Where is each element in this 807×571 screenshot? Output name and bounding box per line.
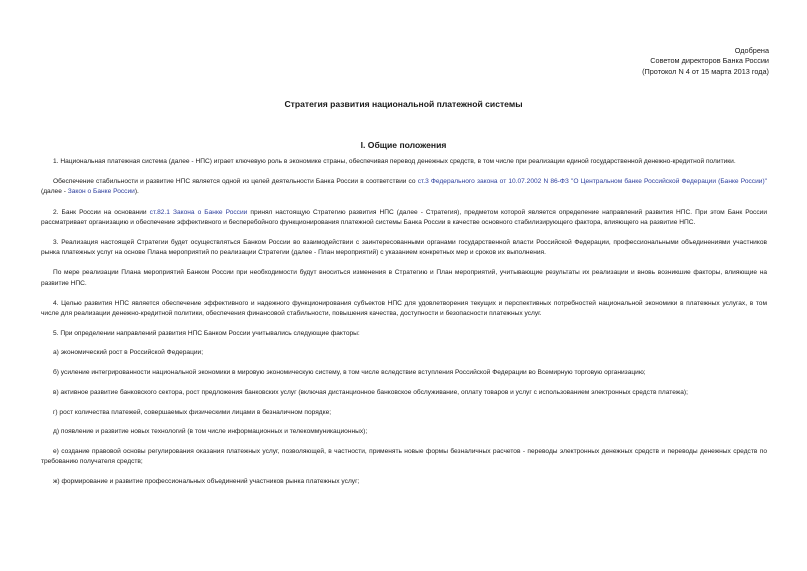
article-82-1-link[interactable]: ст.82.1 Закона о Банке России — [149, 208, 248, 216]
paragraph-2-text-a: Обеспечение стабильности и развитие НПС является одной из целей деятельности Банка России в соответствии со — [53, 178, 418, 186]
list-item-a: а) экономический рост в Российской Федерации; — [53, 349, 204, 357]
approval-block — [642, 46, 769, 77]
paragraph-7: 5. При определении направлений развития НПС Банком России учитывались следующие факторы: — [53, 329, 360, 337]
paragraph-6: 4. Целью развития НПС является обеспечение эффективного и надежного функционирования субъектов НПС для удовлетворения текущих и перспективных потребностей национальной экономики в платежных услугах, в том числе для реализации денежно-кредитной политики, обеспечения финансовой стабильности, повышения качества, доступности и безопасности платежных услуг. — [41, 299, 767, 318]
list-item-e: д) появление и развитие новых технологий (в том числе информационных и телекоммуникационных); — [53, 428, 368, 436]
paragraph-3-text-a: 2. Банк России на основании — [53, 208, 150, 216]
approval-line-1: Одобрена — [734, 46, 769, 55]
list-item-b: б) усиление интегрированности национальной экономики в мировую экономическую систему, в том числе вследствие вступления Российской Федерации во Всемирную торговую организацию; — [53, 369, 646, 377]
list-item-f: е) создание правовой основы регулирования оказания платежных услуг, позволяющей, в частности, применять новые формы безналичных расчетов - переводы электронных денежных средств и переводы денежных средств по требованию получателя средств; — [41, 447, 767, 466]
paragraph-3 — [41, 208, 767, 228]
list-item-c: в) активное развитие банковского сектора, рост предложения банковских услуг (включая дистанционное банковское обслуживание, оплату товаров и услуг с использованием электронных средств платежа); — [53, 388, 688, 396]
paragraph-3-text-b: принял настоящую Стратегию развития НПС (далее - Стратегия), предметом которой является определение направлений развития НПС. При этом Банк России рассматривает организацию и обеспечение эффективного и бесперебойного функционирования платежной системы Банка России в качестве основного стабилизирующего фактора, влияющего на развитие НПС. — [41, 208, 768, 226]
paragraph-2 — [41, 177, 767, 197]
paragraph-1: 1. Национальная платежная система (далее - НПС) играет ключевую роль в экономике страны, обеспечивая перевод денежных средств, в том числе при реализации единой государственной денежно-кредитной политики. — [53, 158, 736, 165]
document-body — [41, 157, 767, 487]
paragraph-2-text-c: ). — [134, 188, 139, 196]
approval-line-2: Советом директоров Банка России — [650, 56, 769, 66]
bank-russia-law-link[interactable]: Закон о Банке России — [67, 188, 135, 196]
section-heading: I. Общие положения — [360, 140, 447, 150]
approval-line-3: (Протокол N 4 от 15 марта 2013 года) — [642, 66, 769, 76]
document-title: Стратегия развития национальной платежной системы — [284, 99, 523, 109]
paragraph-4: 3. Реализация настоящей Стратегии будет осуществляться Банком России во взаимодействии с заинтересованными органами государственной власти Российской Федерации, профессиональными объединениями участников рынка платежных услуг на основе Плана мероприятий по реализации Стратегии (далее - План мероприятий) с указанием конкретных мер и сроков их выполнения. — [41, 239, 767, 257]
list-item-g: ж) формирование и развитие профессиональных объединений участников рынка платежных услуг; — [53, 477, 360, 485]
paragraph-5: По мере реализации Плана мероприятий Банком России при необходимости будут вноситься изменения в Стратегию и План мероприятий, учитывающие результаты их реализации и вновь возникшие факторы, влияющие на развитие НПС. — [41, 269, 767, 287]
paragraph-2-text-b: (далее - — [41, 188, 68, 196]
law-86fz-link[interactable]: ст.3 Федерального закона от 10.07.2002 N 86-ФЗ "О Центральном банке Российской Федерации (Банке России)" — [417, 178, 767, 186]
list-item-d: г) рост количества платежей, совершаемых физическими лицами в безналичном порядке; — [53, 408, 332, 416]
